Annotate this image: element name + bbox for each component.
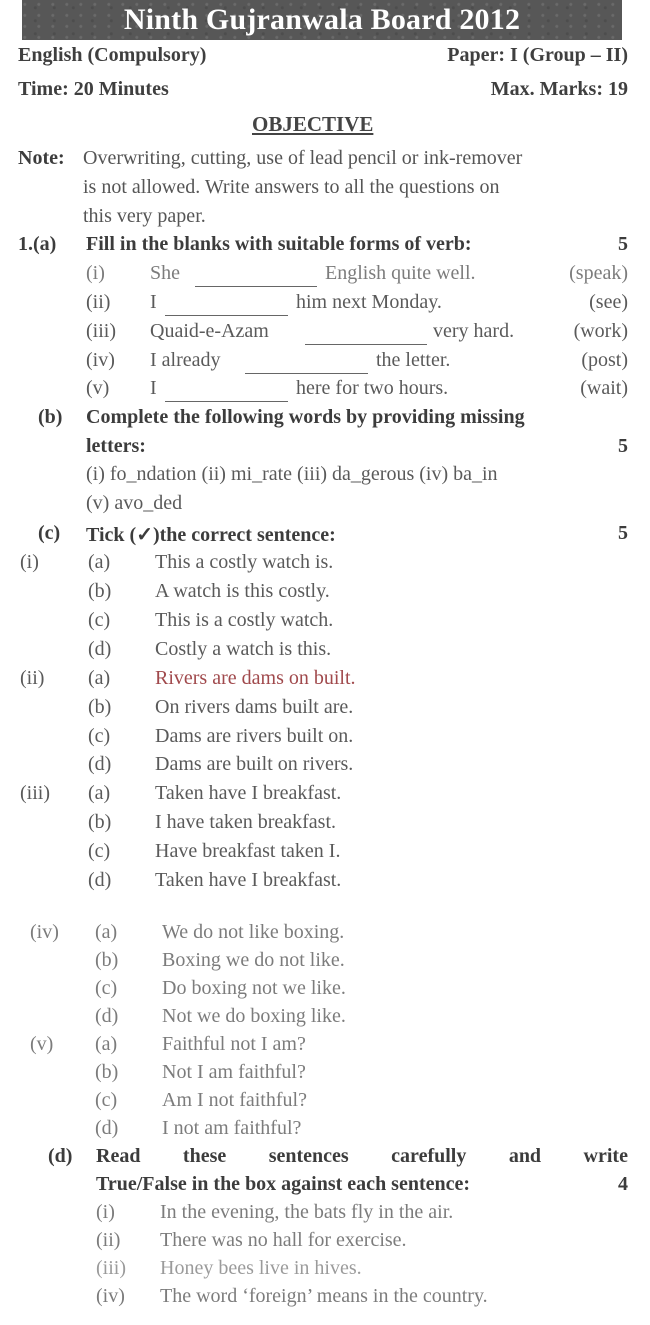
answer-blank[interactable] bbox=[165, 301, 288, 316]
group-number: (v) bbox=[30, 1033, 54, 1055]
title-word: Read bbox=[96, 1145, 141, 1167]
item-text-before: I already bbox=[150, 349, 221, 371]
statement-number: (iii) bbox=[96, 1257, 126, 1279]
option-letter: (a) bbox=[88, 782, 111, 804]
item-text-before: I bbox=[150, 291, 157, 313]
statement-number: (iv) bbox=[96, 1285, 125, 1307]
item-number: (i) bbox=[86, 262, 105, 284]
answer-blank[interactable] bbox=[195, 272, 317, 287]
item-text-after: the letter. bbox=[376, 349, 451, 371]
title-word: write bbox=[583, 1145, 628, 1167]
option-text[interactable]: Not I am faithful? bbox=[162, 1061, 306, 1083]
note-line-3: this very paper. bbox=[83, 205, 206, 227]
item-text-after: here for two hours. bbox=[296, 377, 449, 399]
option-text[interactable]: Taken have I breakfast. bbox=[155, 782, 342, 804]
note-label: Note: bbox=[18, 147, 65, 169]
option-text[interactable]: I have taken breakfast. bbox=[155, 811, 337, 833]
group-number: (iv) bbox=[30, 921, 59, 943]
option-letter: (c) bbox=[88, 725, 111, 747]
option-text[interactable]: Dams are rivers built on. bbox=[155, 725, 354, 747]
q1a-marks: 5 bbox=[618, 233, 628, 255]
answer-blank[interactable] bbox=[165, 387, 288, 402]
q1d-title-line1 bbox=[96, 1145, 628, 1168]
q1b-words-line2: (v) avo_ded bbox=[86, 492, 183, 514]
item-text-after: English quite well. bbox=[325, 262, 476, 284]
q1b-label: (b) bbox=[38, 406, 63, 428]
verb-hint: (see) bbox=[589, 291, 628, 313]
option-letter: (d) bbox=[88, 638, 112, 660]
statement-text: The word ‘foreign’ means in the country. bbox=[160, 1285, 488, 1307]
statement-number: (i) bbox=[96, 1201, 115, 1223]
subject-label: English (Compulsory) bbox=[18, 44, 207, 66]
q1d-title-line2: True/False in the box against each sentence: bbox=[96, 1173, 471, 1195]
verb-hint: (wait) bbox=[580, 377, 628, 399]
option-text[interactable]: A watch is this costly. bbox=[155, 580, 330, 602]
option-text[interactable]: This a costly watch is. bbox=[155, 551, 334, 573]
option-text[interactable]: On rivers dams built are. bbox=[155, 696, 354, 718]
section-heading: OBJECTIVE bbox=[252, 112, 374, 136]
option-text[interactable]: Faithful not I am? bbox=[162, 1033, 306, 1055]
q1d-label: (d) bbox=[48, 1145, 73, 1167]
question-number: 1.(a) bbox=[18, 233, 57, 255]
q1b-title-line1: Complete the following words by providing missing bbox=[86, 406, 525, 428]
answer-blank[interactable] bbox=[245, 359, 368, 374]
item-number: (v) bbox=[86, 377, 110, 399]
answer-blank[interactable] bbox=[305, 330, 427, 345]
verb-hint: (post) bbox=[581, 349, 628, 371]
option-letter: (b) bbox=[95, 949, 119, 971]
option-letter: (c) bbox=[88, 840, 111, 862]
q1b-title-line2: letters: bbox=[86, 435, 146, 457]
option-letter: (d) bbox=[88, 753, 112, 775]
statement-text: Honey bees live in hives. bbox=[160, 1257, 362, 1279]
title-word: sentences bbox=[268, 1145, 349, 1167]
title-word: and bbox=[508, 1145, 542, 1167]
option-text[interactable]: This is a costly watch. bbox=[155, 609, 334, 631]
title-word: these bbox=[182, 1145, 227, 1167]
item-text-before: I bbox=[150, 377, 157, 399]
option-letter: (b) bbox=[88, 696, 112, 718]
title-banner bbox=[22, 0, 622, 40]
time-label: Time: 20 Minutes bbox=[18, 78, 169, 100]
option-text[interactable]: Do boxing not we like. bbox=[162, 977, 346, 999]
q1c-marks: 5 bbox=[618, 522, 628, 544]
option-letter: (b) bbox=[88, 811, 112, 833]
option-letter: (d) bbox=[88, 869, 112, 891]
q1c-title: Tick (✓)the correct sentence: bbox=[86, 524, 336, 546]
option-text[interactable]: I not am faithful? bbox=[162, 1117, 302, 1139]
q1b-marks: 5 bbox=[618, 435, 628, 457]
option-text[interactable]: Not we do boxing like. bbox=[162, 1005, 346, 1027]
option-text[interactable]: Dams are built on rivers. bbox=[155, 753, 354, 775]
title-word: carefully bbox=[391, 1145, 467, 1167]
item-number: (iii) bbox=[86, 320, 116, 342]
page-title: Ninth Gujranwala Board 2012 bbox=[123, 3, 521, 36]
q1b-words-line1: (i) fo_ndation (ii) mi_rate (iii) da_gerous (iv) ba_in bbox=[86, 463, 498, 485]
item-text-before: Quaid-e-Azam bbox=[150, 320, 269, 342]
option-text[interactable]: Costly a watch is this. bbox=[155, 638, 332, 660]
item-number: (iv) bbox=[86, 349, 115, 371]
q1a-title: Fill in the blanks with suitable forms of verb: bbox=[86, 233, 472, 255]
option-letter: (a) bbox=[88, 667, 111, 689]
item-number: (ii) bbox=[86, 291, 111, 313]
statement-text: In the evening, the bats fly in the air. bbox=[160, 1201, 454, 1223]
paper-label: Paper: I (Group – II) bbox=[447, 44, 628, 66]
option-letter: (d) bbox=[95, 1005, 119, 1027]
group-number: (iii) bbox=[20, 782, 50, 804]
max-marks-label: Max. Marks: 19 bbox=[490, 78, 628, 100]
option-text[interactable]: We do not like boxing. bbox=[162, 921, 345, 943]
option-text[interactable]: Taken have I breakfast. bbox=[155, 869, 342, 891]
item-text-after: very hard. bbox=[433, 320, 515, 342]
option-letter: (c) bbox=[95, 977, 118, 999]
group-number: (ii) bbox=[20, 667, 45, 689]
item-text-before: She bbox=[150, 262, 180, 284]
note-line-1: Overwriting, cutting, use of lead pencil or ink-remover bbox=[83, 147, 523, 169]
option-letter: (a) bbox=[88, 551, 111, 573]
option-letter: (a) bbox=[95, 921, 118, 943]
option-letter: (d) bbox=[95, 1117, 119, 1139]
option-text[interactable]: Have breakfast taken I. bbox=[155, 840, 341, 862]
q1c-label: (c) bbox=[38, 522, 61, 544]
option-text[interactable]: Am I not faithful? bbox=[162, 1089, 307, 1111]
note-line-2: is not allowed. Write answers to all the questions on bbox=[83, 176, 500, 198]
option-letter: (b) bbox=[95, 1061, 119, 1083]
option-text[interactable]: Boxing we do not like. bbox=[162, 949, 345, 971]
item-text-after: him next Monday. bbox=[296, 291, 442, 313]
statement-number: (ii) bbox=[96, 1229, 121, 1251]
q1d-marks: 4 bbox=[618, 1173, 628, 1195]
option-letter: (c) bbox=[88, 609, 111, 631]
option-text[interactable]: Rivers are dams on built. bbox=[155, 667, 356, 689]
option-letter: (a) bbox=[95, 1033, 118, 1055]
statement-text: There was no hall for exercise. bbox=[160, 1229, 407, 1251]
option-letter: (b) bbox=[88, 580, 112, 602]
option-letter: (c) bbox=[95, 1089, 118, 1111]
group-number: (i) bbox=[20, 551, 39, 573]
verb-hint: (speak) bbox=[569, 262, 628, 284]
verb-hint: (work) bbox=[573, 320, 628, 342]
